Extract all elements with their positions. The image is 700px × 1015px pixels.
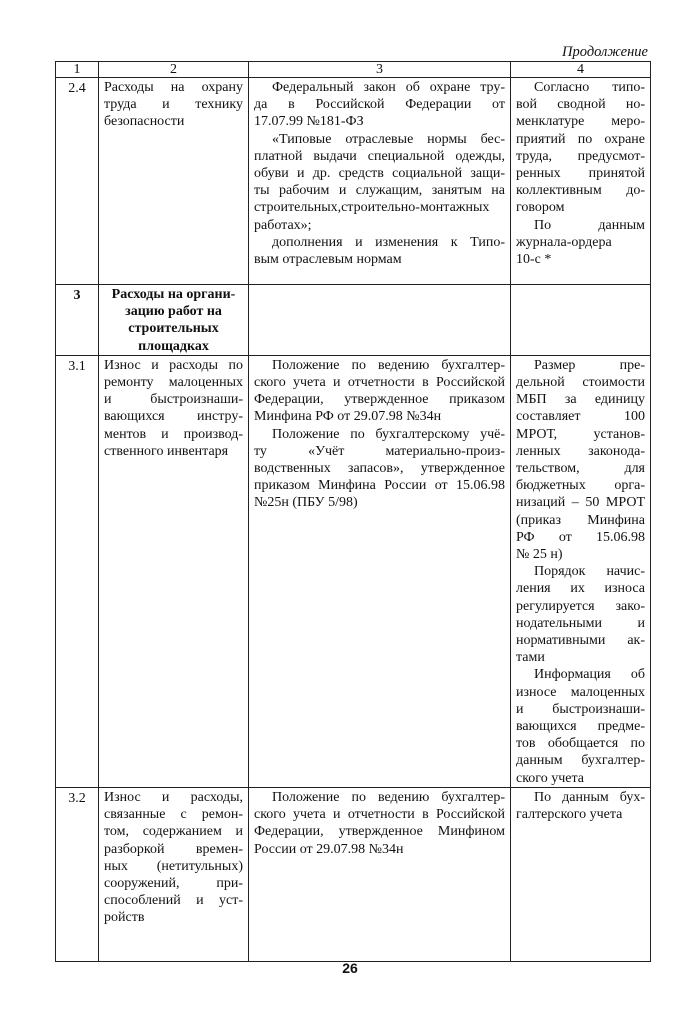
- paragraph: [104, 79, 243, 131]
- text-line: Размер пре-: [534, 357, 645, 373]
- paragraph: [516, 357, 645, 563]
- text-line: журнала-ордера: [516, 234, 612, 250]
- text-line: приятий по охране: [516, 131, 645, 147]
- text-line: Положение по ведению бухгалтер-: [272, 789, 505, 805]
- text-line: вым отраслевым нормам: [254, 252, 402, 268]
- text-line: ту «Учёт материально-произ-: [254, 443, 505, 459]
- text-line: ты рабочим и служащим, занятым на: [254, 183, 505, 199]
- text-line: сооружений, при-: [104, 875, 243, 891]
- text-line: дельной стоимости: [516, 375, 645, 391]
- text-line: Положение по ведению бухгалтер-: [272, 357, 505, 373]
- regulations-table: [55, 61, 651, 962]
- text-line: ственного инвентаря: [104, 443, 229, 459]
- continuation-label: Продолжение: [562, 44, 648, 60]
- text-line: РФ от 15.06.98: [516, 529, 645, 545]
- note-cell: [511, 787, 651, 961]
- text-line: Федерации, утвержденное приказом: [254, 392, 505, 408]
- expense-cell: [99, 78, 249, 285]
- note-cell: [511, 355, 651, 787]
- text-line: ментов и производ-: [104, 426, 243, 442]
- text-line: МБП за единицу: [516, 392, 645, 408]
- expense-cell: [99, 355, 249, 787]
- text-line: дополнения и изменения к Типо-: [272, 234, 505, 250]
- text-line: работах»;: [254, 217, 312, 233]
- row-number: 2.4: [56, 78, 99, 285]
- text-line: Федерации, утвержденное Минфином: [254, 824, 505, 840]
- text-line: Федеральный закон об охране тру-: [272, 80, 505, 95]
- text-line: коллективным до-: [516, 183, 645, 199]
- text-line: ления их износа: [516, 581, 645, 597]
- paragraph: [254, 234, 505, 268]
- text-line: говором: [516, 200, 565, 216]
- row-number: 3.1: [56, 355, 99, 787]
- text-line: водственных запасов», утвержденное: [254, 461, 505, 477]
- text-line: ройств: [104, 910, 145, 926]
- paragraph: [516, 563, 645, 666]
- note-cell: [511, 78, 651, 285]
- paragraph: [254, 357, 505, 426]
- text-line: низаций – 50 МРОТ: [516, 495, 645, 511]
- paragraph: [516, 217, 645, 269]
- text-line: бюджетных орга-: [516, 478, 645, 494]
- text-line: труда, предусмот-: [516, 148, 645, 164]
- paragraph: [254, 426, 505, 512]
- text-line: вающихся инстру-: [104, 409, 243, 425]
- text-line: способлений и уст-: [104, 893, 243, 909]
- paragraph: [254, 131, 505, 234]
- paragraph: [254, 789, 505, 858]
- text-line: Положение по бухгалтерскому учё-: [272, 426, 505, 442]
- page-number: 26: [342, 960, 358, 976]
- row-number: 3: [56, 285, 99, 356]
- text-line: Согласно типо-: [534, 80, 645, 95]
- text-line: вающихся предме-: [516, 719, 645, 735]
- text-line: По данным: [534, 217, 645, 233]
- regulation-cell: [249, 787, 511, 961]
- paragraph: [516, 79, 645, 217]
- section-title-cell: [99, 285, 249, 356]
- text-line: и быстроизнаши-: [516, 701, 645, 717]
- text-line: тами: [516, 650, 545, 666]
- paragraph: [254, 79, 505, 131]
- regulation-cell: [249, 355, 511, 787]
- text-line: связанные с ремон-: [104, 807, 243, 823]
- text-line: труда и технику: [104, 97, 243, 113]
- text-line: разборкой времен-: [104, 841, 243, 857]
- row-number: 3.2: [56, 787, 99, 961]
- text-line: составляет 100: [516, 409, 645, 425]
- text-line: Минфина РФ от 29.07.98 №34н: [254, 409, 442, 425]
- text-line: Расходы на охрану: [104, 80, 243, 95]
- text-line: зацию работ на: [125, 304, 222, 320]
- paragraph: [516, 666, 645, 786]
- regulation-cell: [249, 78, 511, 285]
- text-line: нормативными ак-: [516, 633, 645, 649]
- text-line: да в Российской Федерации от: [254, 97, 505, 113]
- text-line: МРОТ, установ-: [516, 426, 645, 442]
- text-line: Информация об: [534, 667, 645, 683]
- header-cell: 3: [249, 62, 511, 78]
- paragraph: [104, 357, 243, 460]
- text-line: платной выдачи специальной одежды,: [254, 148, 505, 164]
- text-line: №25н (ПБУ 5/98): [254, 495, 358, 511]
- text-line: ского учета: [516, 770, 584, 786]
- text-line: и быстроизнаши-: [104, 392, 243, 408]
- paragraph: [516, 789, 645, 823]
- text-line: России от 29.07.98 №34н: [254, 841, 404, 857]
- text-line: безопасности: [104, 114, 185, 130]
- text-line: ского учета и отчетности в Российской: [254, 375, 505, 391]
- text-line: «Типовые отраслевые нормы бес-: [272, 131, 505, 147]
- table-row: [56, 787, 651, 961]
- text-line: Расходы на органи-: [111, 287, 236, 302]
- header-cell: 4: [511, 62, 651, 78]
- table-row: [56, 285, 651, 356]
- table-header-row: [56, 62, 651, 78]
- text-line: ленных законода-: [516, 443, 645, 459]
- text-line: галтерского учета: [516, 807, 623, 823]
- text-line: площадках: [138, 338, 209, 354]
- text-line: Порядок начис-: [534, 564, 645, 580]
- table-row: [56, 78, 651, 285]
- text-line: ремонту малоценных: [104, 375, 243, 391]
- text-line: том, содержанием и: [104, 824, 243, 840]
- note-cell: [511, 285, 651, 356]
- text-line: (приказ Минфина: [516, 512, 645, 528]
- text-line: тельством, для: [516, 461, 645, 477]
- text-line: вой сводной но-: [516, 97, 645, 113]
- text-line: 17.07.99 №181-ФЗ: [254, 114, 364, 130]
- text-line: № 25 н): [516, 547, 563, 563]
- paragraph: [104, 286, 243, 355]
- header-cell: 1: [56, 62, 99, 78]
- text-line: строительных: [128, 321, 219, 337]
- text-line: ского учета и отчетности в Российской: [254, 807, 505, 823]
- text-line: нодательными и: [516, 615, 645, 631]
- table-row: [56, 355, 651, 787]
- regulation-cell: [249, 285, 511, 356]
- text-line: строительных,строительно-монтажных: [254, 200, 490, 216]
- text-line: износе малоценных: [516, 684, 645, 700]
- text-line: данным бухгалтер-: [516, 753, 645, 769]
- text-line: 10-с *: [516, 252, 552, 268]
- text-line: обуви и др. средств социальной защи-: [254, 166, 505, 182]
- text-line: менклатуре меро-: [516, 114, 645, 130]
- expense-cell: [99, 787, 249, 961]
- header-cell: 2: [99, 62, 249, 78]
- paragraph: [104, 789, 243, 927]
- text-line: тов обобщается по: [516, 736, 645, 752]
- text-line: ренных принятой: [516, 166, 645, 182]
- text-line: Износ и расходы по: [104, 357, 243, 373]
- text-line: приказом Минфина России от 15.06.98: [254, 478, 505, 494]
- text-line: По данным бух-: [534, 789, 645, 805]
- text-line: регулируется зако-: [516, 598, 645, 614]
- text-line: Износ и расходы,: [104, 789, 243, 805]
- text-line: ных (нетитульных): [104, 858, 243, 874]
